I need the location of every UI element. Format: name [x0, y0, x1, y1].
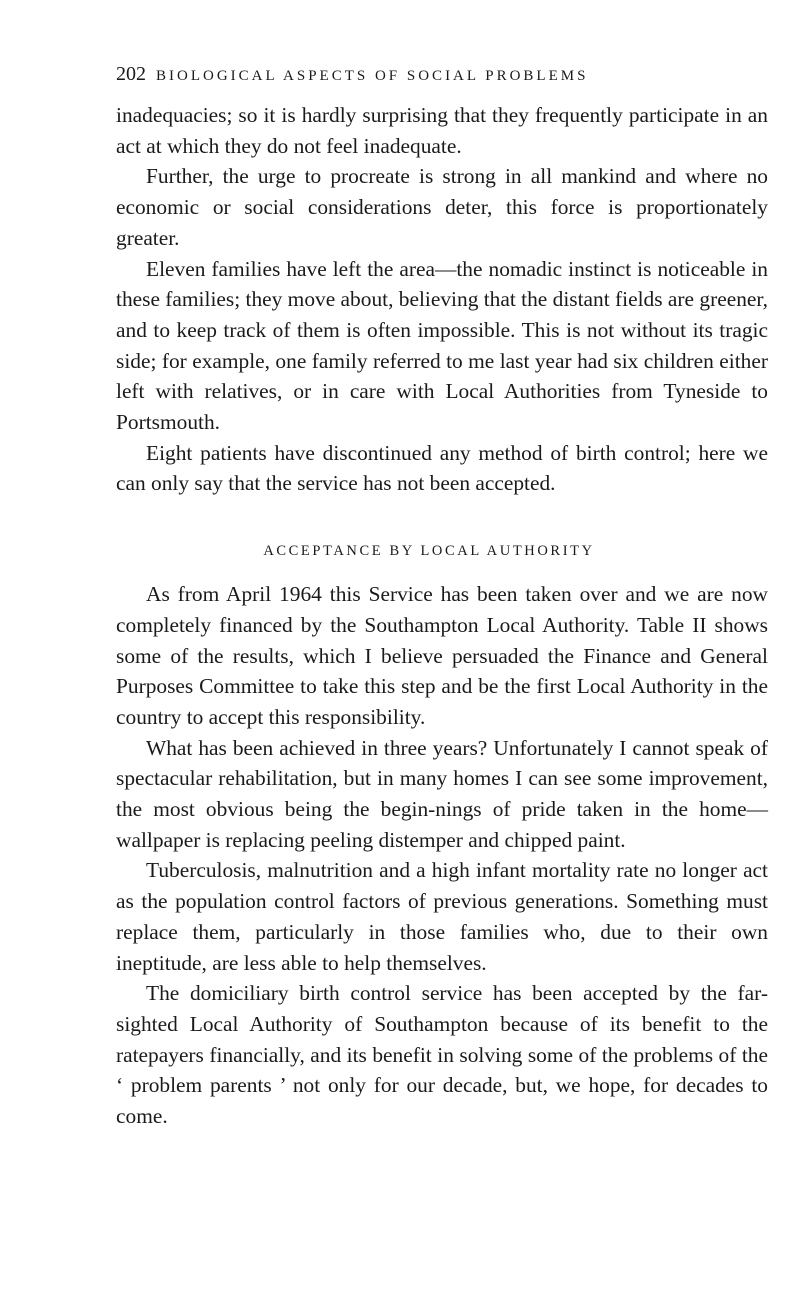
- section-heading: ACCEPTANCE BY LOCAL AUTHORITY: [263, 543, 595, 560]
- page-number: 202: [116, 63, 146, 85]
- paragraph: Further, the urge to procreate is strong in all mankind and where no economic or social considerations deter, this force is proportionately greater.: [116, 164, 768, 250]
- running-head: [116, 60, 768, 90]
- paragraph: The domiciliary birth control service has been accepted by the far-sighted Local Authority of Southampton because of its benefit to the ratepayers financially, and its benefit in solving some of the problems of the ‘ problem parents ’ not only for our decade, but, we hope, for decades to come.: [116, 981, 768, 1129]
- paragraph-continuation: inadequacies; so it is hardly surprising that they frequently participate in an act at which they do not feel inadequate.: [116, 103, 768, 158]
- paragraph: Eleven families have left the area—the nomadic instinct is noticeable in these families; they move about, believing that the distant fields are greener, and to keep track of them is often impossible. This is not without its tragic side; for example, one family referred to me last year had six children either left with relatives, or in care with Local Authorities from Tyneside to Portsmouth.: [116, 256, 768, 435]
- paragraph: Tuberculosis, malnutrition and a high infant mortality rate no longer act as the population control factors of previous generations. Something must replace them, particularly in those families who, due to their own ineptitude, are less able to help themselves.: [116, 858, 768, 975]
- paragraph: What has been achieved in three years? Unfortunately I cannot speak of spectacular rehabilitation, but in many homes I can see some improvement, the most obvious being the begin-nings of pride taken in the home—wallpaper is replacing peeling distemper and chipped paint.: [116, 735, 768, 852]
- running-head-title: BIOLOGICAL ASPECTS OF SOCIAL PROBLEMS: [156, 68, 589, 84]
- paragraph: Eight patients have discontinued any method of birth control; here we can only say that the service has not been accepted.: [116, 440, 768, 496]
- book-page: [116, 60, 768, 1132]
- paragraph: As from April 1964 this Service has been taken over and we are now completely financed by the Southampton Local Authority. Table II shows some of the results, which I believe persuaded the Finance and General Purposes Committee to take this step and be the first Local Authority in the country to accept this responsibility.: [116, 582, 768, 729]
